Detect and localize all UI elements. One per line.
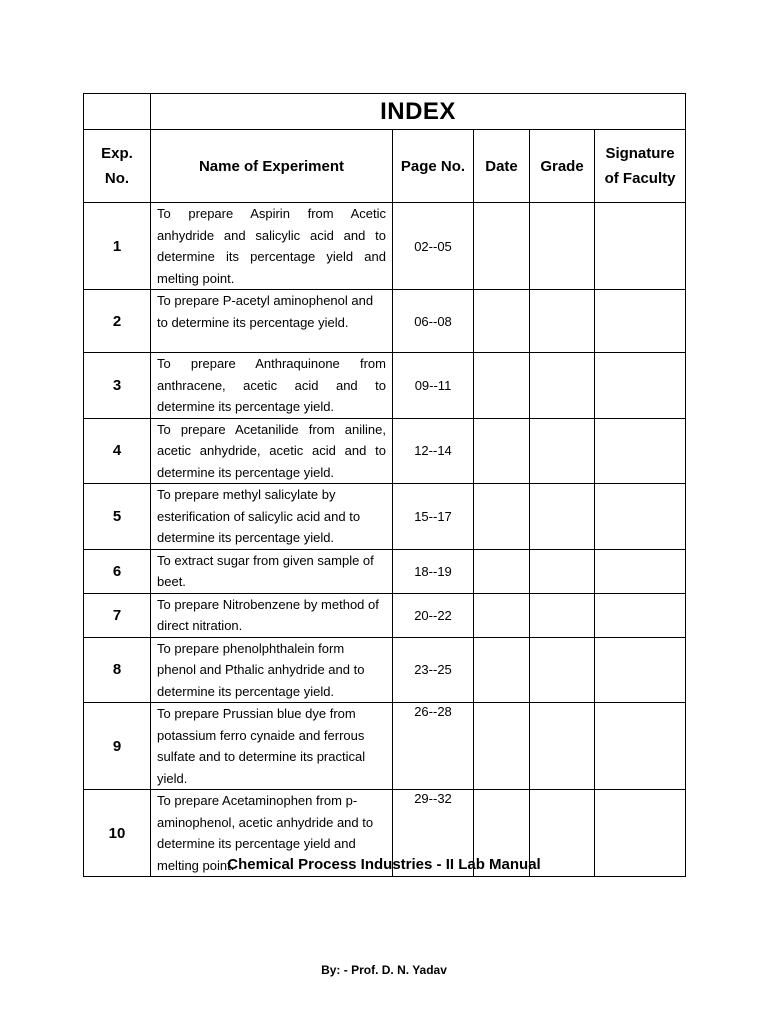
signature-cell <box>595 484 686 550</box>
page-range: 23--25 <box>393 637 474 703</box>
page-range: 20--22 <box>393 593 474 637</box>
page-range: 12--14 <box>393 418 474 484</box>
signature-cell <box>595 353 686 419</box>
experiment-name: To prepare Aspirin from Acetic anhydride and salicylic acid and to determine its percentage yield and melting point. <box>151 203 393 290</box>
experiment-name: To prepare methyl salicylate by esterification of salicylic acid and to determine its percentage yield. <box>151 484 393 550</box>
exp-number: 8 <box>84 637 151 703</box>
index-table <box>83 93 686 877</box>
header-signature-label: Signature of Faculty <box>604 145 676 187</box>
date-cell <box>474 549 530 593</box>
signature-cell <box>595 418 686 484</box>
grade-cell <box>530 637 595 703</box>
table-row <box>84 203 686 290</box>
header-exp-no-label: Exp. No. <box>101 145 133 187</box>
exp-number: 1 <box>84 203 151 290</box>
date-cell <box>474 353 530 419</box>
exp-number: 5 <box>84 484 151 550</box>
experiment-name: To prepare Acetanilide from aniline, acetic anhydride, acetic acid and to determine its percentage yield. <box>151 418 393 484</box>
signature-cell <box>595 203 686 290</box>
exp-number: 2 <box>84 290 151 353</box>
experiment-name: To prepare Anthraquinone from anthracene, acetic acid and to determine its percentage yield. <box>151 353 393 419</box>
table-row <box>84 418 686 484</box>
exp-number: 6 <box>84 549 151 593</box>
page-range: 06--08 <box>393 290 474 353</box>
grade-cell <box>530 703 595 790</box>
page-range: 15--17 <box>393 484 474 550</box>
page-range: 02--05 <box>393 203 474 290</box>
grade-cell <box>530 484 595 550</box>
date-cell <box>474 637 530 703</box>
header-grade: Grade <box>530 130 595 203</box>
title-row <box>84 94 686 130</box>
header-signature <box>595 130 686 203</box>
manual-title: Chemical Process Industries - II Lab Manual <box>227 856 541 873</box>
signature-cell <box>595 703 686 790</box>
experiment-name: To extract sugar from given sample of beet. <box>151 549 393 593</box>
experiment-name: To prepare P-acetyl aminophenol and to determine its percentage yield. <box>151 290 393 353</box>
grade-cell <box>530 353 595 419</box>
table-row <box>84 637 686 703</box>
exp-number: 7 <box>84 593 151 637</box>
grade-cell <box>530 549 595 593</box>
table-row <box>84 549 686 593</box>
experiment-name: To prepare Nitrobenzene by method of direct nitration. <box>151 593 393 637</box>
header-date: Date <box>474 130 530 203</box>
page-range: 18--19 <box>393 549 474 593</box>
header-page-no: Page No. <box>393 130 474 203</box>
grade-cell <box>530 593 595 637</box>
exp-number: 4 <box>84 418 151 484</box>
date-cell <box>474 703 530 790</box>
table-row <box>84 290 686 353</box>
date-cell <box>474 593 530 637</box>
page-range: 09--11 <box>393 353 474 419</box>
exp-number: 3 <box>84 353 151 419</box>
index-title: INDEX <box>151 94 686 130</box>
signature-cell <box>595 593 686 637</box>
exp-number: 9 <box>84 703 151 790</box>
signature-cell <box>595 549 686 593</box>
grade-cell <box>530 418 595 484</box>
date-cell <box>474 484 530 550</box>
author-credit: By: - Prof. D. N. Yadav <box>321 963 447 977</box>
table-row <box>84 484 686 550</box>
header-name: Name of Experiment <box>151 130 393 203</box>
table-row <box>84 353 686 419</box>
page-range: 26--28 <box>393 703 474 790</box>
header-exp-no <box>84 130 151 203</box>
table-row <box>84 703 686 790</box>
header-row <box>84 130 686 203</box>
blank-corner-cell <box>84 94 151 130</box>
exp-number: 10 <box>84 790 151 877</box>
date-cell <box>474 418 530 484</box>
page-range: 29--32 <box>393 790 474 877</box>
experiment-name: To prepare Acetaminophen from p-aminophenol, acetic anhydride and to determine its percentage yield and melting point. <box>151 790 393 877</box>
date-cell <box>474 203 530 290</box>
grade-cell <box>530 290 595 353</box>
grade-cell <box>530 203 595 290</box>
date-cell <box>474 290 530 353</box>
signature-cell <box>595 637 686 703</box>
experiment-name: To prepare Prussian blue dye from potassium ferro cynaide and ferrous sulfate and to determine its practical yield. <box>151 703 393 790</box>
signature-cell <box>595 290 686 353</box>
table-row <box>84 593 686 637</box>
experiment-name: To prepare phenolphthalein form phenol and Pthalic anhydride and to determine its percentage yield. <box>151 637 393 703</box>
